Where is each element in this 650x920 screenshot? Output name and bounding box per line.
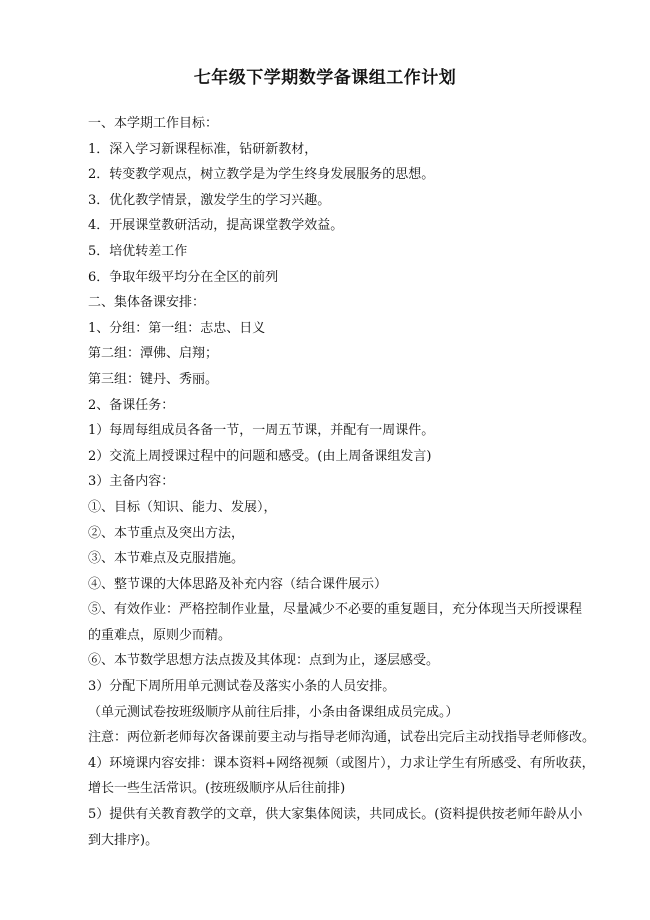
document-body <box>88 111 598 853</box>
content-item: ①、目标（知识、能力、发展）， <box>88 499 277 515</box>
task-line: 3）分配下周所用单元测试卷及落实小条的人员安排。 <box>88 679 396 695</box>
task-line: 3）主备内容： <box>88 474 175 490</box>
content-item: ③、本节难点及克服措施。 <box>88 551 245 567</box>
note-line: 注意：两位新老师每次备课前要主动与指导老师沟通，试卷出完后主动找指导老师修改。 <box>88 730 596 746</box>
goal-item: 3．优化教学情景，激发学生的学习兴趣。 <box>88 192 331 208</box>
note-line: （单元测试卷按班级顺序从前往后排，小条由备课组成员完成。） <box>88 704 459 720</box>
document-title: 七年级下学期数学备课组工作计划 <box>193 68 457 88</box>
content-item-continuation: 的重难点，原则少而精。 <box>88 627 232 643</box>
goal-item: 4．开展课堂教研活动，提高课堂教学效益。 <box>88 218 344 234</box>
goal-item: 2．转变教学观点，树立教学是为学生终身发展服务的思想。 <box>88 167 435 183</box>
section-heading-goals: 一、本学期工作目标： <box>88 116 219 131</box>
subheading-tasks: 2、备课任务： <box>88 397 175 413</box>
group-line: 第二组：潭佛、启翔； <box>88 346 219 362</box>
content-item: ②、本节重点及突出方法， <box>88 525 245 541</box>
content-item: ⑥、本节数学思想方法点拨及其体现：点到为止，逐层感受。 <box>88 653 440 669</box>
goal-item: 5．培优转差工作 <box>88 243 188 259</box>
task-line: 5）提供有关教育教学的文章，供大家集体阅读，共同成长。(资料提供按老师年龄从小 <box>88 807 583 823</box>
task-line-continuation: 增长一些生活常识。(按班级顺序从后往前排) <box>88 781 346 797</box>
goal-item: 1．深入学习新课程标准，钻研新教材， <box>88 141 318 157</box>
group-line: 1、分组：第一组：志忠、日义 <box>88 320 266 336</box>
task-line: 1）每周每组成员各备一节，一周五节课，并配有一周课件。 <box>88 423 435 439</box>
task-line: 4）环境课内容安排：课本资料+网络视频（或图片），力求让学生有所感受、有所收获， <box>88 755 595 771</box>
section-heading-arrangement: 二、集体备课安排： <box>88 295 206 311</box>
content-item: ⑤、有效作业：严格控制作业量，尽量减少不必要的重复题目，充分体现当天所授课程 <box>88 602 583 618</box>
task-line: 2）交流上周授课过程中的问题和感受。(由上周备课组发言) <box>88 448 432 464</box>
goal-item: 6．争取年级平均分在全区的前列 <box>88 269 279 285</box>
content-item: ④、整节课的大体思路及补充内容（结合课件展示） <box>88 576 388 592</box>
group-line: 第三组：键丹、秀丽。 <box>88 371 219 387</box>
task-line-continuation: 到大排序)。 <box>88 832 159 848</box>
